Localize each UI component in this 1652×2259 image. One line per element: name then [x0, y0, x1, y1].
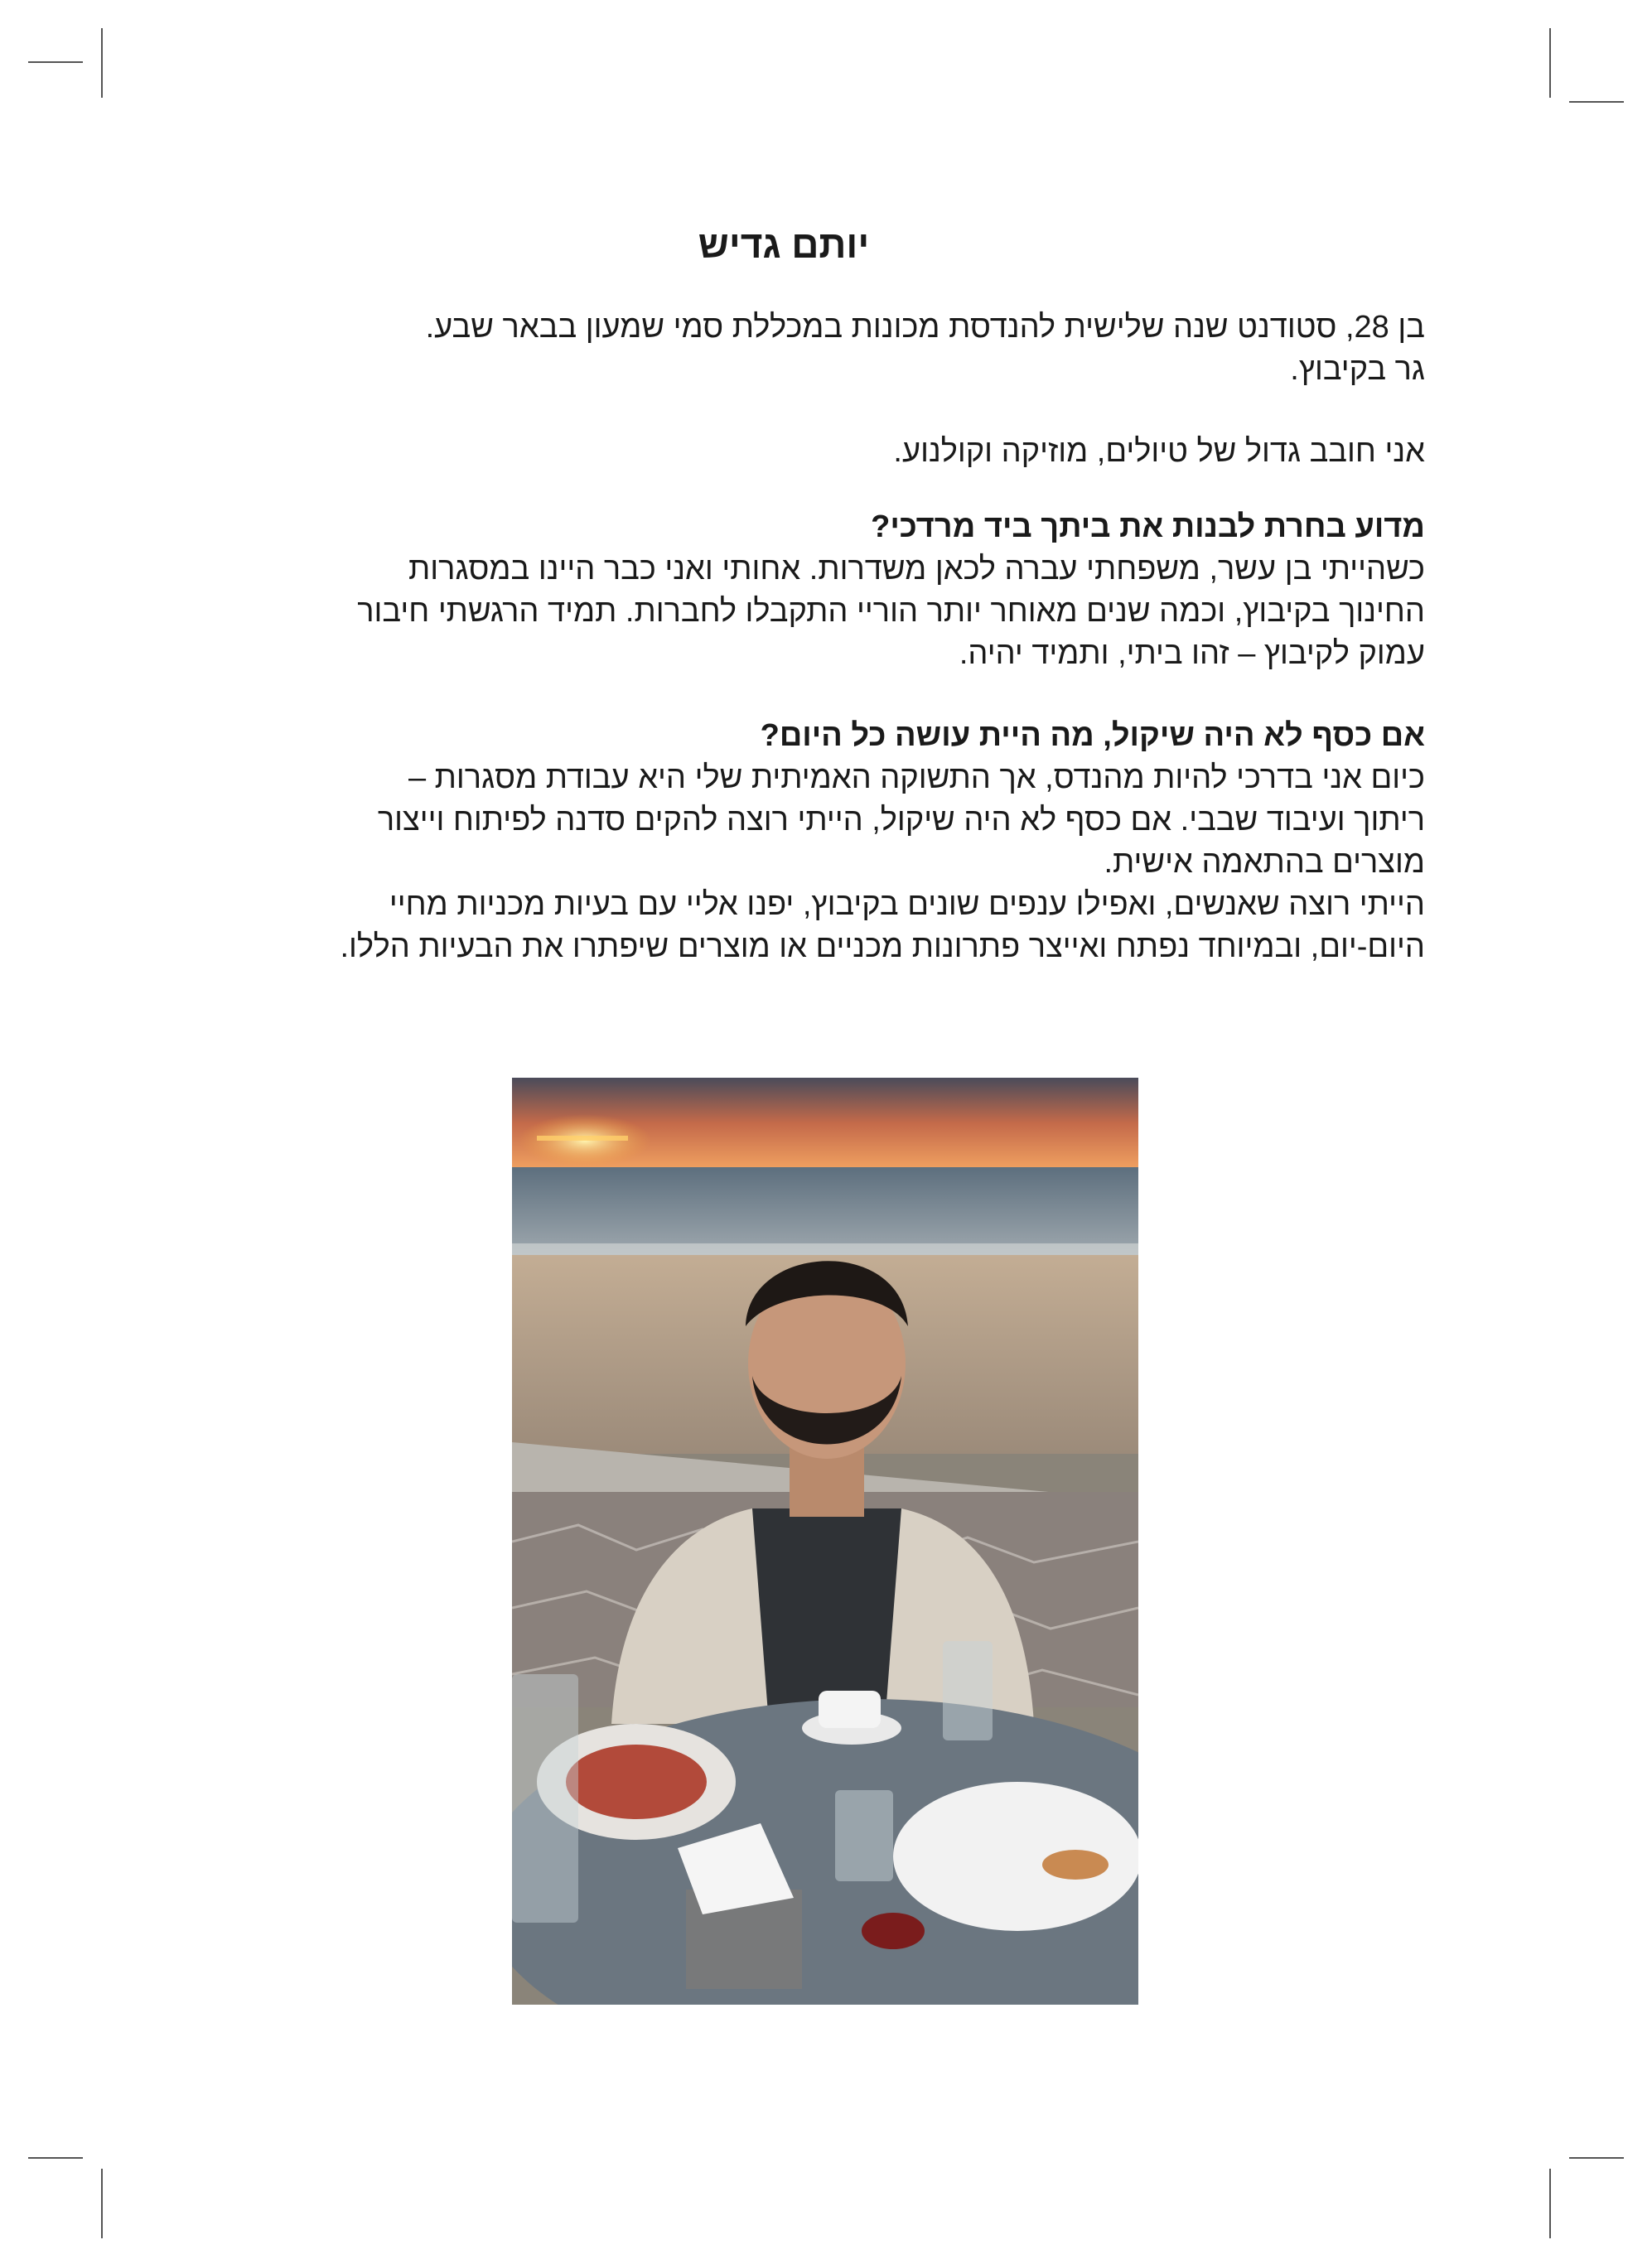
hobby-paragraph: אני חובב גדול של טיולים, מוזיקה וקולנוע. — [893, 434, 1425, 469]
intro-paragraph — [249, 307, 1425, 391]
answer-line: היום-יום, ובמיוחד נפתח ואייצר פתרונות מכניים או מוצרים שיפתרו את הבעיות הללו. — [340, 929, 1425, 964]
question-heading: מדוע בחרת לבנות את ביתך ביד מרדכי? — [871, 509, 1425, 544]
answer-line: כיום אני בדרכי להיות מהנדס, אך התשוקה האמיתית שלי היא עבודת מסגרות – — [408, 760, 1425, 795]
answer-paragraph — [249, 548, 1425, 675]
crop-mark — [101, 28, 103, 98]
crop-mark — [101, 2169, 103, 2238]
question-heading: אם כסף לא היה שיקול, מה היית עושה כל היום? — [760, 718, 1425, 753]
crop-mark — [1549, 2169, 1551, 2238]
crop-mark — [1569, 2157, 1624, 2159]
photo-illustration — [512, 1078, 1138, 2005]
answer-line: החינוך בקיבוץ, וכמה שנים מאוחר יותר הוריי התקבלו לחברות. תמיד הרגשתי חיבור — [357, 594, 1425, 629]
intro-line: גר בקיבוץ. — [1290, 352, 1425, 387]
portrait-photo — [512, 1078, 1138, 2005]
crop-mark — [1549, 28, 1551, 98]
crop-mark — [1569, 101, 1624, 103]
answer-line: הייתי רוצה שאנשים, ואפילו ענפים שונים בקיבוץ, יפנו אליי עם בעיות מכניות מחיי — [389, 887, 1425, 922]
answer-paragraph — [249, 757, 1425, 968]
answer-line: מוצרים בהתאמה אישית. — [1104, 845, 1425, 880]
answer-line: עמוק לקיבוץ – זהו ביתי, ותמיד יהיה. — [959, 636, 1425, 671]
crop-mark — [28, 2157, 83, 2159]
crop-mark — [28, 61, 83, 63]
answer-line: ריתוך ועיבוד שבבי. אם כסף לא היה שיקול, הייתי רוצה להקים סדנה לפיתוח וייצור — [377, 803, 1425, 837]
answer-line: כשהייתי בן עשר, משפחתי עברה לכאן משדרות. אחותי ואני כבר היינו במסגרות — [408, 552, 1425, 586]
page-title: יותם גדיש — [698, 223, 870, 266]
article — [249, 222, 1425, 968]
intro-line: בן 28, סטודנט שנה שלישית להנדסת מכונות במכללת סמי שמעון בבאר שבע. — [425, 310, 1425, 345]
